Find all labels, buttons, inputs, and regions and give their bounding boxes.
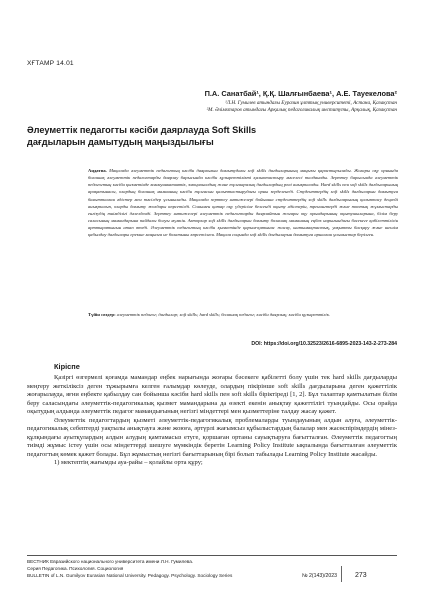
affiliation-1: ¹Л.Н. Гумилев атындағы Еуразия ұлттық университеті, Астана, Қазақстан <box>225 100 397 106</box>
journal-line-2: Серия Педагогика. Психология. Социология <box>27 565 124 571</box>
title-line-2: дағдыларын дамытудың маңыздылығы <box>27 136 214 147</box>
footer-divider <box>27 555 397 556</box>
journal-line-1: ВЕСТНИК Евразийского национального университета имени Л.Н. Гумилева. <box>27 559 194 564</box>
title-line-1: Әлеуметтік педагогты кәсіби даярлауда Soft Skills <box>27 125 257 135</box>
page-number-divider <box>341 566 342 582</box>
abstract <box>88 167 398 310</box>
issue-number: № 2(143)/2023 <box>302 573 337 579</box>
body-paragraph-1: Қазіргі өзгермелі қоғамда мамандар еңбек нарығында жоғары бәсекеге қабілетті болу үшін тек hard skills дағдыларды меңгеру жеткіліксіз деген тұжырымға келген ғалымдар көлеуде, олардың пікірінше soft skills дағдыларына деген қажеттілік жоғарылауда, яғни еңбекте қабылдау сан бойынша кәсіби hard skills пен soft skills біріктіреді [1, 2]. Бұл талаптар қамтылатын білім беру саласындағы әлеуметтік-педагогикалық қызмет мамандарына да өзекті екенін анықтау қажеттілігі туындайды. Осы орайда оқытудың алдында әлеуметтік педагог мамандығының негізгі міндеттері мен қызметтеріне талдау жасау қажет. <box>27 374 397 416</box>
keywords-label: Түйін сөздер: <box>88 312 116 317</box>
abstract-text: Мақалада әлеуметтік педагогтың кәсіби даярлығын дамытудағы soft skills дағдыларының маңызы қарастырылады. Жоғары оқу орнында болашақ әлеуметтік педагогтарды даярлау барысында кәсіби құзыреттілікті қалыптастыру мәселесі талданады. Зерттеу барысында әлеуметтік педагогтың кәсіби қызметінде коммуникативтік, эмоционалдық және тұлғааралық дағдылардың рөлі анықталады. Hard skills пен soft skills дағдыларының арақатынасы, олардың болашақ маманның кәсіби тұлғасын қалыптастырудағы орны зерделенеді. Студенттердің soft skills дағдыларын дамытуға бағытталған әдістер мен тәсілдер ұсынылады. Мақалада зерттеу нәтижелері бойынша студенттердің soft skills дағдыларының қалыптасу деңгейі анықталып, оларды дамыту жолдары көрсетілді. Сонымен қатар оқу үдерісіне белсенді оқыту әдістерін, тренингтерді және топтық жұмыстарды енгізудің тиімділігі дәлелденді. Зерттеу нәтижелері әлеуметтік педагогтарды даярлайтын жоғары оқу орындарының оқытушыларына, білім беру саласының мамандарына пайдалы болуы мүмкін. Авторлар soft skills дағдыларын дамыту болашақ маманның еңбек нарығындағы бәсекеге қабілеттілігін арттыратынын атап өтеді. Әлеуметтік педагогтың кәсіби қызметінде қарым-қатынас жасау, ынтымақтастық, уақытты басқару және шешім қабылдау дағдылары ерекше маңызға ие болатыны көрсетілген. Мақала соңында soft skills дағдыларын дамытуға арналған ұсыныстар берілген. <box>88 168 398 238</box>
affiliation-2: ²М. Әлімхтаров атындағы Арқалық педагогикалық институты, Арқалық, Қазақстан <box>206 107 397 114</box>
keywords <box>88 311 398 326</box>
article-title <box>27 125 387 148</box>
body-text <box>27 374 397 539</box>
journal-info <box>27 559 277 580</box>
page-number: 273 <box>355 572 367 579</box>
journal-line-3: BULLETIN of L.N. Gumilyov Eurasian National University. Pedagogy. Psychology. Sociology Series <box>27 572 233 578</box>
abstract-label: Аңдатпа. <box>88 168 107 173</box>
body-paragraph-3: 1) мектептің жағымды ауа-райы – қолайлы орта құру; <box>54 459 203 467</box>
section-heading: Кіріспе <box>54 362 80 371</box>
authors: П.А. Санатбай¹, Қ.Қ. Шалғынбаева¹, А.Е. Тауекелова² <box>204 89 397 98</box>
body-paragraph-2: Әлеуметтік педагогтардың қызметі әлеуметтік-педагогикалық проблемаларды туындауының алдын алуға, әлеуметтік-педагогикалық себептерді уақтылы анықтауға және жоюға, әртүрлі жағымсыз құбылыстардың балалар мен жасөспірімдердің мінез-құлқындағы ауытқулардың алдын алудың қамтамасыз етуге, қоршаған ортаны сауықтыруға бағытталған. Әлеуметтік педагогтың тиімді жұмыс істеу үшін осы міндеттерді шешуге мүмкіндік беретін Learning Policy Institute ықпалында бағытталған әлеуметтік педагогтың көмек қажет болады. Бұл жұмыстың негізгі бағыттарының бірі болып табылады Learning Policy Institute жасайды. <box>27 416 397 458</box>
affiliations <box>117 100 397 114</box>
classification-code: ХҒТАМР 14.01 <box>27 60 74 67</box>
doi-link[interactable]: DOI: https://doi.org/10.32523/2616-6895-2023-143-2-273-284 <box>251 341 397 347</box>
keywords-text: әлеуметтік педагог; дағдылар; soft skills; hard skills; болашақ педагог; кәсіби даярлық; кәсіби құзыреттілік. <box>116 312 330 317</box>
